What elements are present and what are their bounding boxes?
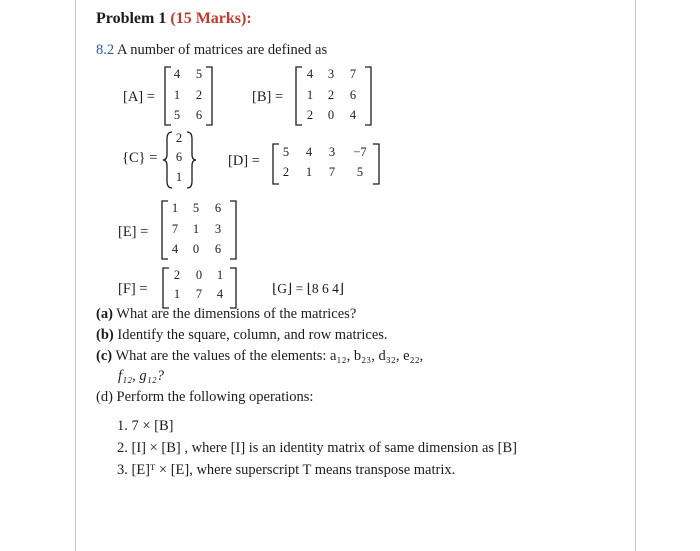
matrix-b-cell: 7 (349, 67, 357, 81)
question-a-text: What are the dimensions of the matrices? (116, 306, 357, 322)
matrix-d-label: [D] = (228, 153, 260, 169)
matrix-f-cell: 4 (216, 287, 224, 301)
matrix-e-cell: 1 (192, 222, 200, 236)
matrix-a-label: [A] = (123, 89, 155, 105)
matrix-d-cell: 7 (328, 165, 336, 179)
matrix-f-cell: 7 (195, 287, 203, 301)
question-b-label: (b) (96, 327, 114, 343)
matrix-d-cell: 5 (356, 165, 364, 179)
question-a (96, 306, 356, 323)
matrix-a-cell: 6 (195, 108, 203, 122)
matrix-b-cell: 4 (349, 108, 357, 122)
intro-text: A number of matrices are defined as (116, 42, 328, 58)
matrix-d-cell: 2 (282, 165, 290, 179)
matrix-b-cell: 2 (306, 108, 314, 122)
matrix-a-cell: 1 (173, 88, 181, 102)
matrix-c-cell: 2 (175, 131, 183, 145)
matrix-b-cell: 1 (306, 88, 314, 102)
matrix-g-definition: ⌊G⌋ = ⌊8 6 4⌋ (272, 281, 345, 296)
matrix-d-cell: 4 (305, 145, 313, 159)
operation-item: 2. [I] × [B] , where [I] is an identity matrix of same dimension as [B] (117, 440, 517, 456)
matrix-f-right-bracket (229, 267, 239, 309)
matrix-d-cell: 1 (305, 165, 313, 179)
matrix-a-cell: 5 (173, 108, 181, 122)
matrix-d-cell: 3 (328, 145, 336, 159)
question-b (96, 327, 388, 344)
matrix-e-cell: 7 (171, 222, 179, 236)
question-a-label: (a) (96, 306, 113, 322)
matrix-e-cell: 3 (214, 222, 222, 236)
matrix-b-cell: 3 (327, 67, 335, 81)
question-b-text: Identify the square, column, and row matrices. (117, 327, 388, 343)
matrix-f-cell: 1 (173, 287, 181, 301)
matrix-c-right-brace (185, 131, 197, 189)
matrix-d-cell: 5 (282, 145, 290, 159)
question-c-text: What are the values of the elements: a₁₂, b₂₃, d₃₂, e₂₂, (115, 348, 424, 364)
matrix-b-cell: 2 (327, 88, 335, 102)
matrix-f-label: [F] = (118, 281, 148, 297)
question-d: (d) Perform the following operations: (96, 389, 314, 405)
matrix-b-label: [B] = (252, 89, 284, 105)
matrix-a-cell: 4 (173, 67, 181, 81)
question-c-continued: f₁₂, g₁₂? (118, 368, 164, 384)
matrix-c-label: {C} = (122, 150, 158, 166)
matrix-f-cell: 1 (216, 268, 224, 282)
problem-intro (96, 42, 327, 59)
matrix-b-cell: 6 (349, 88, 357, 102)
problem-marks: (15 Marks): (170, 10, 252, 27)
operation-item: 3. [E]ᵀ × [E], where superscript T means transpose matrix. (117, 462, 456, 478)
matrix-e-cell: 0 (192, 242, 200, 256)
matrix-e-cell: 5 (192, 201, 200, 215)
section-number: 8.2 (96, 42, 115, 58)
question-c (96, 348, 423, 365)
matrix-c-cell: 6 (175, 150, 183, 164)
matrix-e-cell: 4 (171, 242, 179, 256)
matrix-b-cell: 0 (327, 108, 335, 122)
matrix-d-cell: −7 (353, 145, 367, 159)
matrix-e-right-bracket (229, 200, 239, 260)
matrix-e-cell: 1 (171, 201, 179, 215)
matrix-a-cell: 5 (195, 67, 203, 81)
matrix-c-cell: 1 (175, 170, 183, 184)
matrix-f-cell: 2 (173, 268, 181, 282)
problem-title-text: Problem 1 (96, 10, 167, 27)
matrix-f-cell: 0 (195, 268, 203, 282)
matrix-e-cell: 6 (214, 201, 222, 215)
matrix-e-label: [E] = (118, 224, 149, 240)
matrix-b-cell: 4 (306, 67, 314, 81)
operation-item: 1. 7 × [B] (117, 418, 174, 434)
matrix-b-right-bracket (364, 66, 374, 126)
matrix-e-cell: 6 (214, 242, 222, 256)
matrix-a-cell: 2 (195, 88, 203, 102)
question-c-label: (c) (96, 348, 113, 364)
matrix-d-right-bracket (372, 143, 382, 185)
problem-title (96, 10, 252, 28)
matrix-a-right-bracket (205, 66, 215, 126)
